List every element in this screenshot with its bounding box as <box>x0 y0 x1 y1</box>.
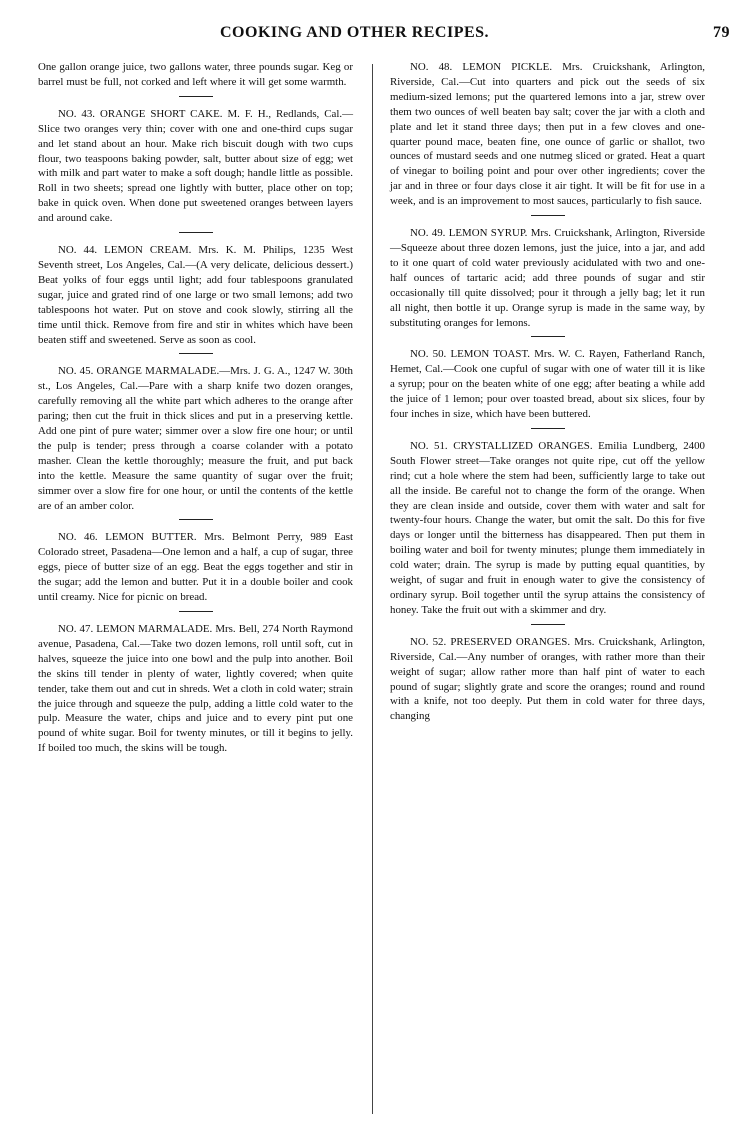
section-rule <box>531 428 565 429</box>
section-rule <box>179 353 213 354</box>
recipe-paragraph: NO. 44. LEMON CREAM. Mrs. K. M. Philips, 1235 West Seventh street, Los Angeles, Cal.—(A very delicate, delicious dessert.) Beat yolks of four eggs until light; add four tablespoons granulated sugar, juice and grated rind of one large or two small lemons; add two tablespoons hot water. Put on stove and cook slowly, stirring all the time until thick. Remove from fire and stir in whites which have been beaten stiff and sweetened. Serve as soon as cool. <box>38 244 353 346</box>
page-title: COOKING AND OTHER RECIPES. <box>220 24 490 41</box>
recipe-paragraph: One gallon orange juice, two gallons water, three pounds sugar. Keg or barrel must be full, not corked and left where it will get some warmth. <box>38 61 353 88</box>
section-rule <box>531 624 565 625</box>
section-rule <box>179 519 213 520</box>
column-divider <box>372 64 373 1114</box>
right-column <box>390 60 705 724</box>
section-rule <box>531 215 565 216</box>
recipe-paragraph: NO. 45. ORANGE MARMALADE.—Mrs. J. G. A., 1247 W. 30th st., Los Angeles, Cal.—Pare with a sharp knife two dozen oranges, carefully removing all the white part which adheres to the orange after paring; then cut the fruit in thick slices and put in a preserving kettle. Add one pint of pure water; simmer over a slow fire one hour; or until the pulp is tender; press through a coarse colander with a potato masher. Clean the kettle thoroughly; measure the fruit, and put back into the kettle. Measure the same quantity of sugar over the fruit; simmer over a slow fire for one hour, or until the contents of the kettle are of an amber color. <box>38 365 353 512</box>
recipe-paragraph: NO. 48. LEMON PICKLE. Mrs. Cruickshank, Arlington, Riverside, Cal.—Cut into quarters and pick out the seeds of six medium-sized lemons; put the quartered lemons into a jar, strew over them two ounces of well beaten bay salt; cover the jar with a cloth and plate and let it stand three days; then put in a few cloves and one-quarter pound mace, beaten fine, one ounce of garlic or shallot, two ounces of mustard seeds and one nutmeg sliced or grated. Heat a quart of vinegar to boiling point and pour over other ingredients; cover the jar and in three or four days close it air tight. It will be fit for use in a week, and is an improvement to most sauces, particularly to fish sauce. <box>390 61 705 208</box>
recipe-paragraph: NO. 47. LEMON MARMALADE. Mrs. Bell, 274 North Raymond avenue, Pasadena, Cal.—Take two dozen lemons, roll until soft, cut in halves, squeeze the juice into one bowl and the pulp into another. Boil the skins till tender in plenty of water, lightly covered; when quite tender, take them out and cut in shreds. Wet a cloth in cold water; strain the juice through and squeeze the pulp, adding a little cold water to the pulp. Measure the water, chips and juice and to every pint put one pound of white sugar. Boil for twenty minutes, or till it begins to jelly. If boiled too much, the skins will be tough. <box>38 623 353 755</box>
section-rule <box>179 611 213 612</box>
section-rule <box>179 232 213 233</box>
recipe-paragraph: NO. 52. PRESERVED ORANGES. Mrs. Cruickshank, Arlington, Riverside, Cal.—Any number of oranges, with rather more than their weight of sugar; allow rather more than half pint of water to each pound of sugar; slightly grate and score the oranges; round and round with a knife, not too deeply. Put them in cold water for three days, changing <box>390 635 705 723</box>
recipe-paragraph: NO. 51. CRYSTALLIZED ORANGES. Emilia Lundberg, 2400 South Flower street—Take oranges not quite ripe, cut off the yellow rind; cut a hole where the stem had been, sufficiently large to take out all the inside. Be careful not to change the form of the orange. When they are clean inside and outside, cover them with water and salt for twenty-four hours. Change the water, but omit the salt. Do this for five days or longer until the bitterness has disappeared. Then put them in boiling water and boil for twenty minutes; plunge them immediately in cold water; drain. The syrup is made by putting equal quantities, by weight, of sugar and fruit in enough water to give the consistency of ordinary syrup. Boil together until the syrup attains the consistency of honey. Take the fruit out with a skimmer and dry. <box>390 439 705 616</box>
recipe-paragraph: NO. 49. LEMON SYRUP. Mrs. Cruickshank, Arlington, Riverside—Squeeze about three dozen lemons, just the juice, into a jar, and add to it one quart of cold water previously acidulated with two and one-half ounces of tartaric acid; add three pounds of sugar and stir occasionally till quite dissolved; pour it through a jelly bag; let it run all night, then bottle it up. Orange syrup is made in the same way, by substituting oranges for lemons. <box>390 227 705 329</box>
recipe-paragraph: NO. 46. LEMON BUTTER. Mrs. Belmont Perry, 989 East Colorado street, Pasadena—One lemon and a half, a cup of sugar, three eggs, piece of butter size of an egg. Beat the eggs together and stir in the sugar; add the lemon and butter. Put it in a double boiler and cook until creamy. Nice for picnic on bread. <box>38 531 353 604</box>
page-number: 79 <box>713 24 730 41</box>
page-header <box>40 20 730 46</box>
section-rule <box>531 336 565 337</box>
recipe-paragraph: NO. 50. LEMON TOAST. Mrs. W. C. Rayen, Fatherland Ranch, Hemet, Cal.—Cook one cupful of sugar with one of water till it is like a syrup; pour on the beaten white of one egg; after beating a while add the juice of 1 lemon; pour over toasted bread, about six slices, four by four inches in size, which have been buttered. <box>390 348 705 421</box>
section-rule <box>179 96 213 97</box>
left-column <box>38 60 353 756</box>
recipe-paragraph: NO. 43. ORANGE SHORT CAKE. M. F. H., Redlands, Cal.—Slice two oranges very thin; cover with one and one-third cups sugar and let stand about an hour. Make rich biscuit dough with two cups flour, two teaspoons baking powder, salt, butter about size of egg; wet with milk and part water to make a soft dough; handle little as possible. Roll in two sheets; spread one lightly with butter, place other on top; bake in quick oven. When done put sweetened oranges between layers and around cake. <box>38 107 353 225</box>
